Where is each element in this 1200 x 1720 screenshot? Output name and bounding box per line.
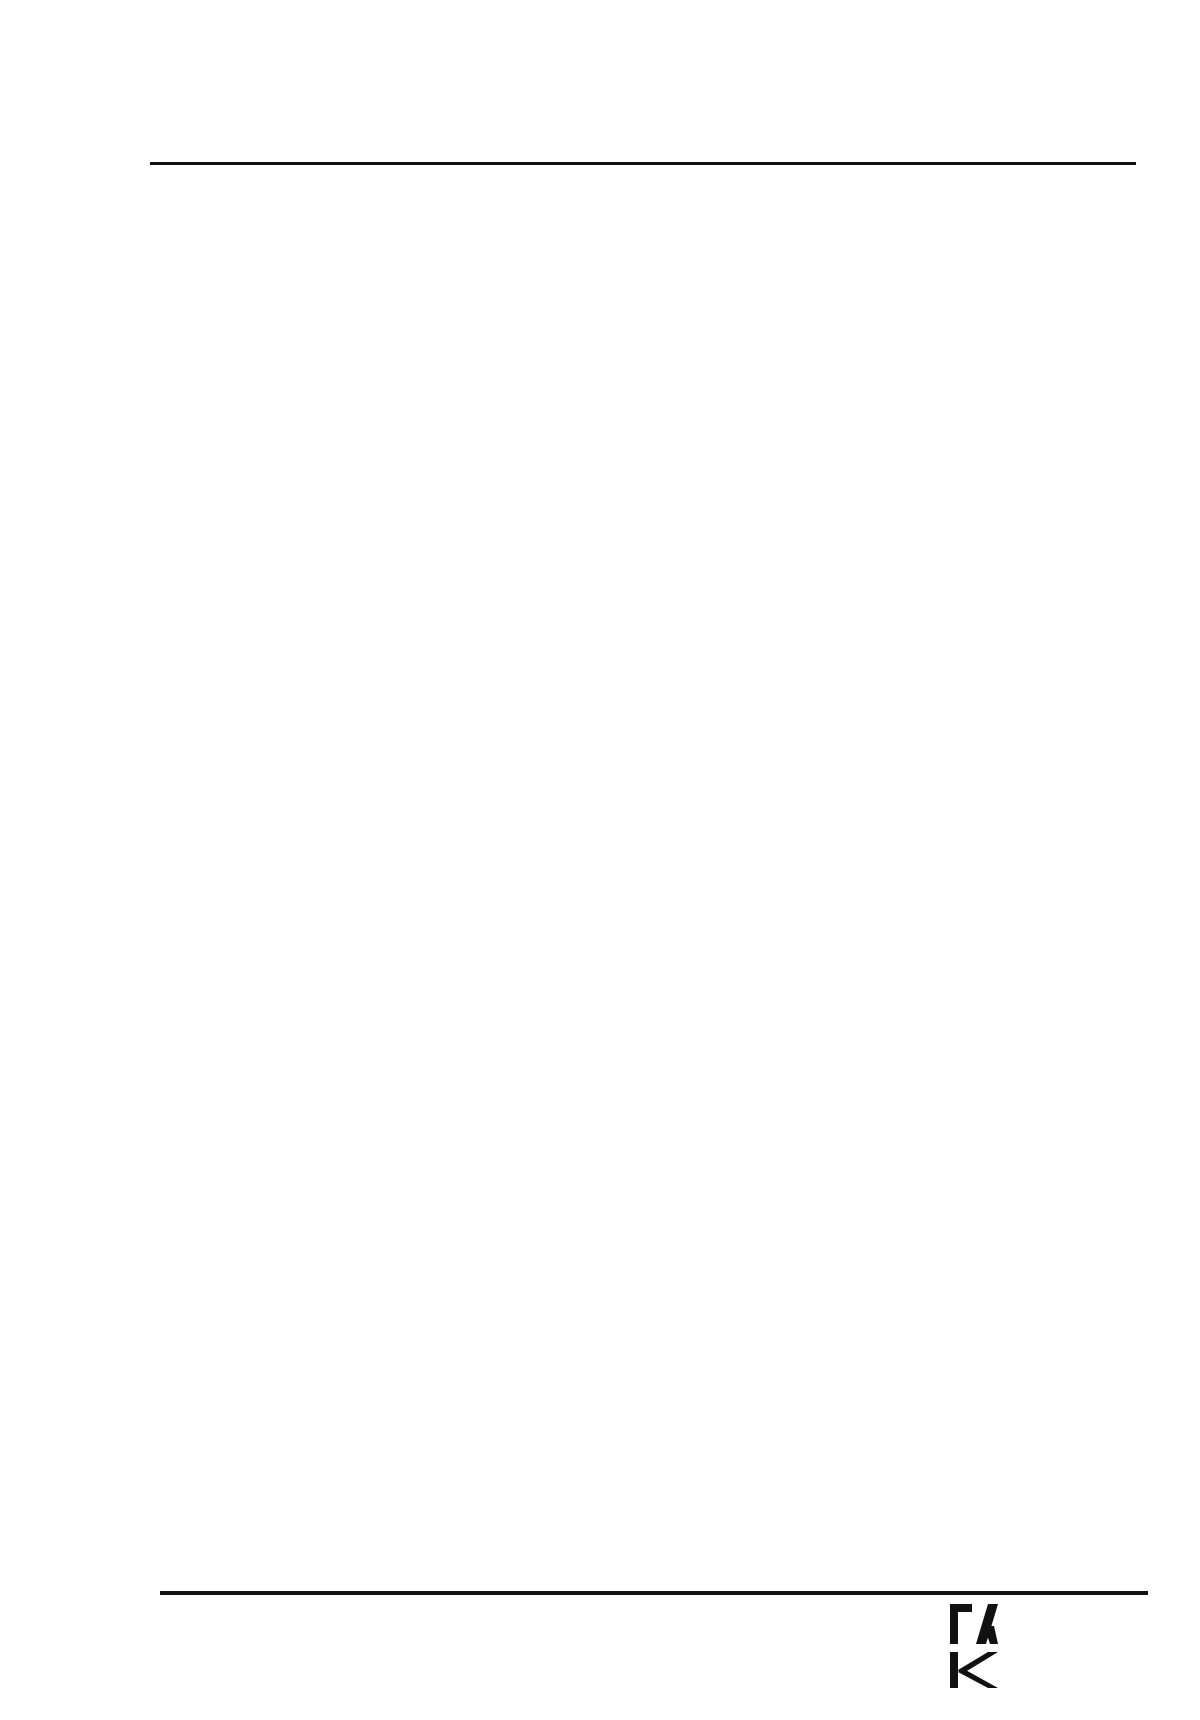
header-divider [150,162,1136,165]
footer-divider [160,1591,1148,1595]
niigais-logo-icon [948,1602,1000,1696]
